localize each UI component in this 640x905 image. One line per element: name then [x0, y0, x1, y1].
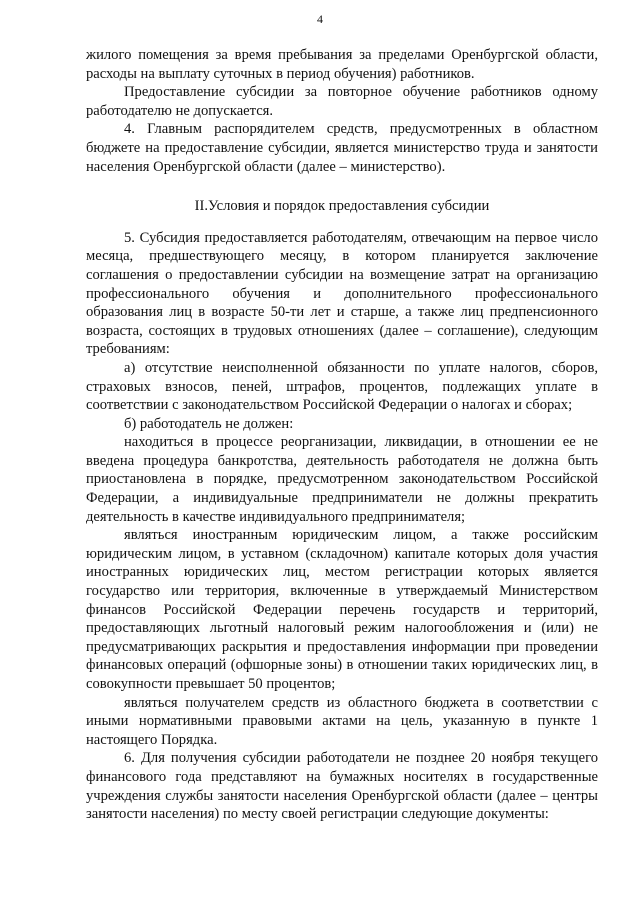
paragraph: Предоставление субсидии за повторное обучение работников одному работодателю не допускается. — [86, 84, 598, 119]
paragraph: являться получателем средств из областного бюджета в соответствии с иными нормативными правовыми актами на цель, указанную в пункте 1 настоящего Порядка. — [86, 694, 598, 748]
paragraph: 5. Субсидия предоставляется работодателям, отвечающим на первое число месяца, предшествующего месяцу, в котором планируется заключение соглашения о предоставлении субсидии на возмещение затрат на организацию профессионального обучения и дополнительного профессионального образования лиц в возрасте 50-ти лет и старше, а также лиц предпенсионного возраста, состоящих в трудовых отношениях (далее – соглашение), следующим требованиям: — [86, 229, 598, 358]
section-intro — [86, 46, 598, 176]
paragraph: 6. Для получения субсидии работодатели не позднее 20 ноября текущего финансового года представляют на бумажных носителях в государственные учреждения службы занятости населения Оренбургской области (далее – центры занятости населения) по месту своей регистрации следующие документы: — [86, 750, 598, 823]
paragraph: находиться в процессе реорганизации, ликвидации, в отношении ее не введена процедура банкротства, деятельность работодателя не должна быть приостановлена в порядке, предусмотренном законодательством Российской Федерации, а индивидуальные предприниматели не должны прекратить деятельность в качестве индивидуального предпринимателя; — [86, 434, 598, 525]
paragraph: являться иностранным юридическим лицом, а также российским юридическим лицом, в уставном (складочном) капитале которых доля участия иностранных юридических лиц, местом регистрации которых является государство или территория, включенные в утверждаемый Министерством финансов Российской Федерации перечень государств и территорий, предоставляющих льготный налоговый режим налогообложения и (или) не предусматривающих раскрытия и предоставления информации при проведении финансовых операций (офшорные зоны) в отношении таких юридических лиц, в совокупности превышает 50 процентов; — [86, 527, 598, 692]
section-heading: II.Условия и порядок предоставления субсидии — [194, 198, 490, 215]
paragraph: б) работодатель не должен: — [124, 415, 294, 432]
document-body — [86, 46, 598, 824]
paragraph: 4. Главным распорядителем средств, предусмотренных в областном бюджете на предоставление субсидии, является министерство труда и занятости населения Оренбургской области (далее – министерство). — [86, 121, 598, 175]
paragraph: а) отсутствие неисполненной обязанности по уплате налогов, сборов, страховых взносов, пеней, штрафов, процентов, подлежащих уплате в соответствии с законодательством Российской Федерации о налогах и сборах; — [86, 359, 598, 414]
paragraph: жилого помещения за время пребывания за пределами Оренбургской области, расходы на выплату суточных в период обучения) работников. — [86, 47, 598, 82]
section-conditions — [86, 229, 598, 824]
page-number: 4 — [317, 12, 323, 26]
